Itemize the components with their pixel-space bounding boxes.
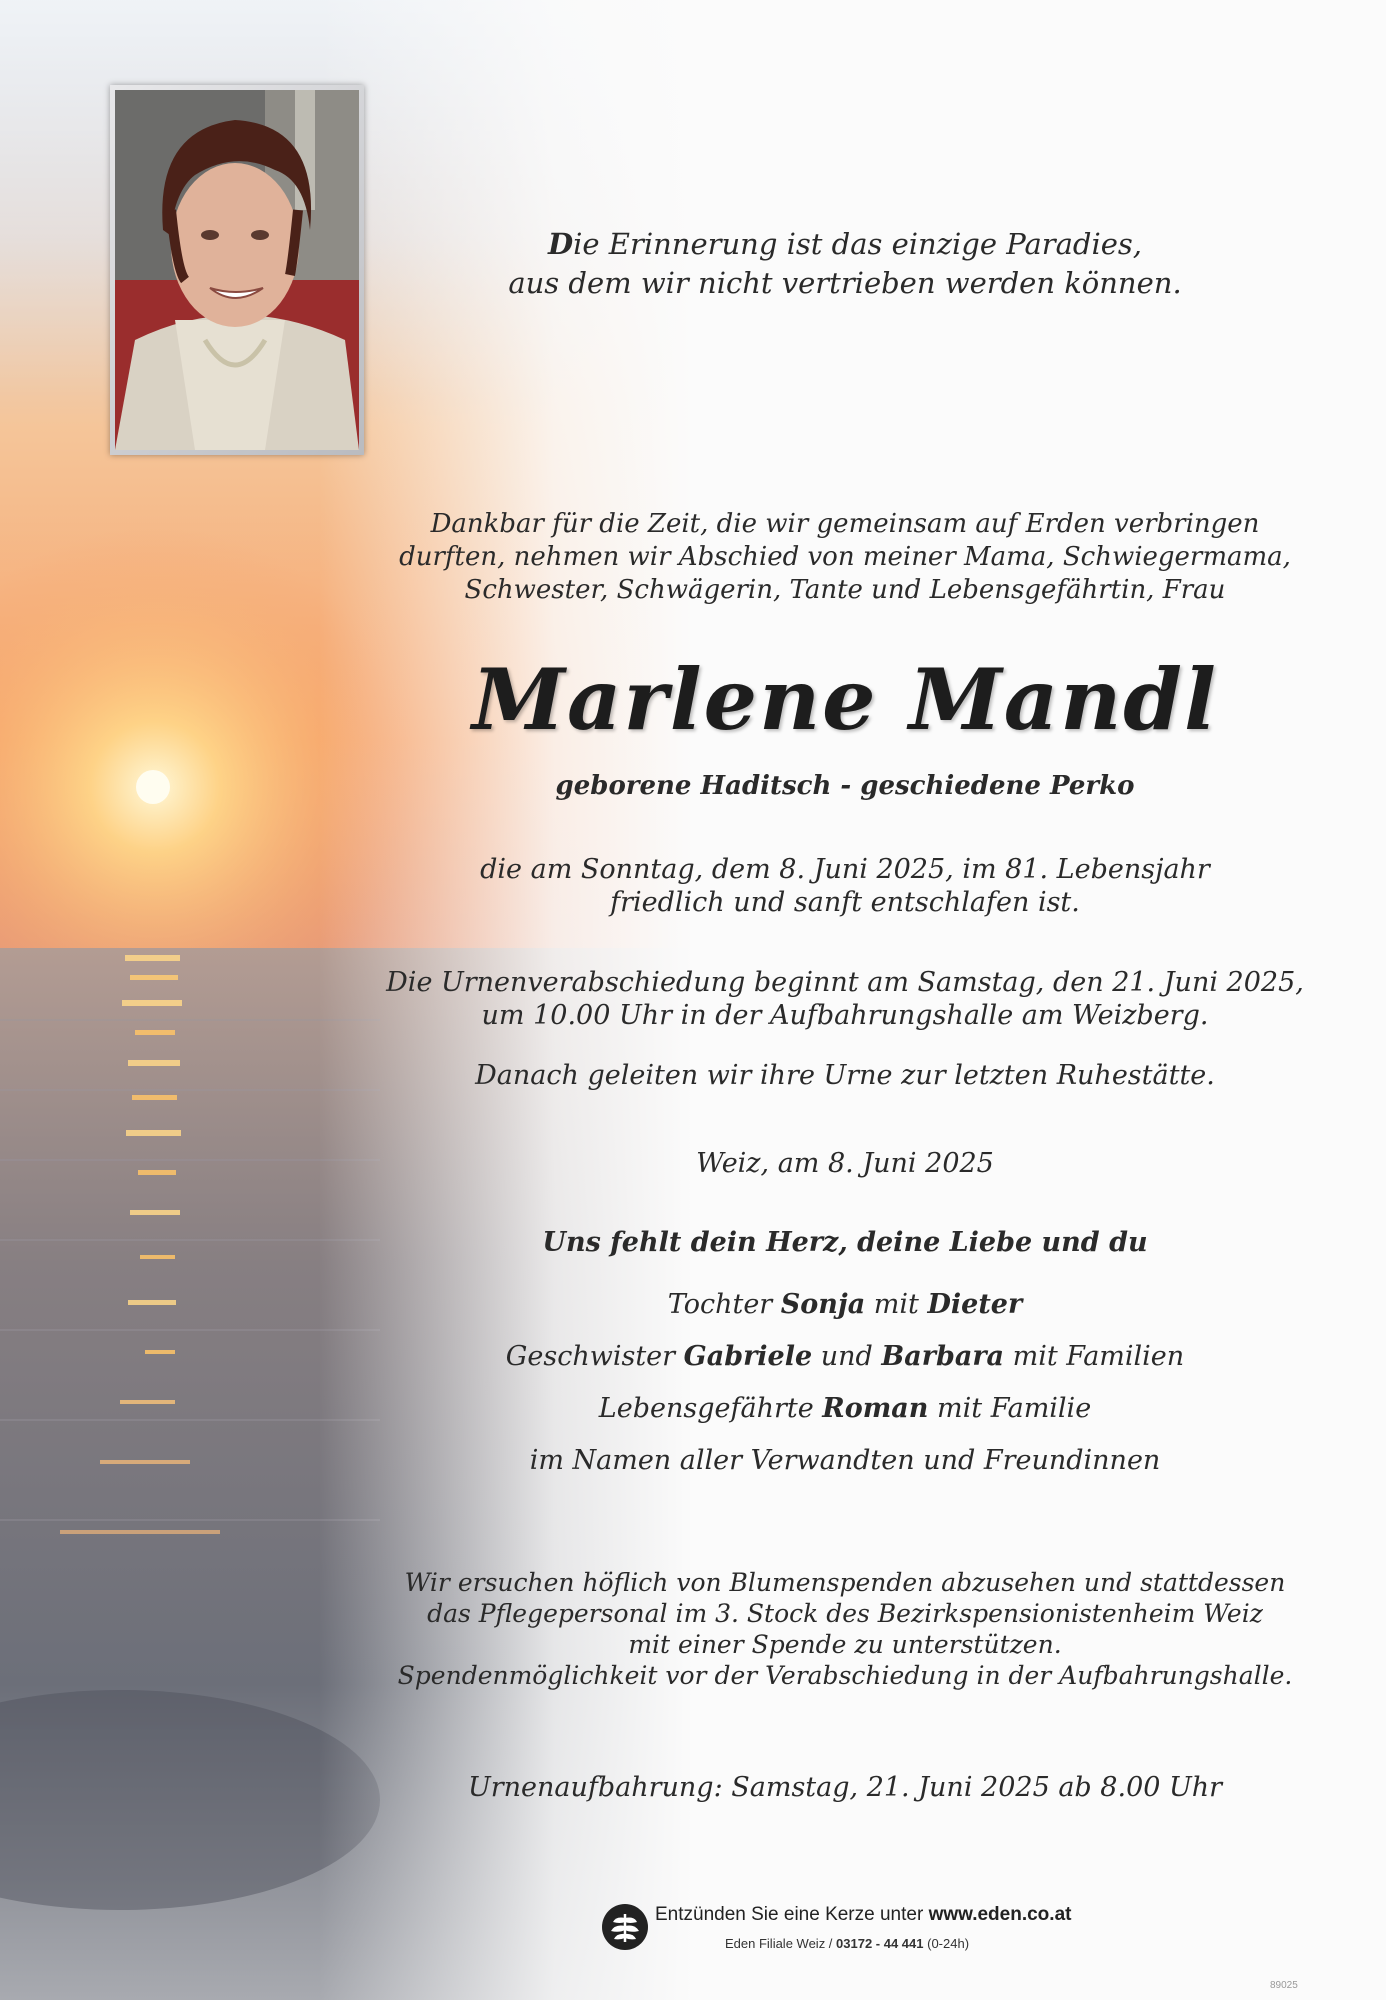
mourner-row-partner — [380, 1383, 1310, 1435]
donation-line-3: mit einer Spende zu unterstützen. — [628, 1630, 1062, 1659]
death-notice — [380, 853, 1310, 919]
burial-note: Danach geleiten wir ihre Urne zur letzten Ruhestätte. — [475, 1060, 1215, 1091]
candle-invitation — [655, 1904, 1071, 1926]
intro-text — [380, 508, 1310, 607]
print-code: 89025 — [1270, 1980, 1298, 1991]
mourner-row-relatives: im Namen aller Verwandten und Freundinnen — [529, 1445, 1161, 1476]
mourner-suffix: mit Familien — [1004, 1341, 1185, 1372]
mourner-relation: Lebensgefährte — [598, 1393, 823, 1424]
candle-text: Entzünden Sie eine Kerze unter — [655, 1904, 929, 1925]
mourner-row-daughter — [380, 1279, 1310, 1331]
quote-line-1: ie Erinnerung ist das einzige Paradies, — [573, 227, 1142, 261]
donation-line-1: Wir ersuchen höflich von Blumenspenden abzusehen und stattdessen — [404, 1568, 1286, 1597]
branch-name: Eden Filiale Weiz / — [725, 1936, 837, 1951]
mourners-heading: Uns fehlt dein Herz, deine Liebe und du — [542, 1227, 1148, 1258]
quote-initial: D — [548, 227, 574, 261]
death-notice-line-2: friedlich und sanft entschlafen ist. — [610, 887, 1080, 918]
quote-line-2: aus dem wir nicht vertrieben werden können. — [508, 266, 1182, 300]
death-notice-line-1: die am Sonntag, dem 8. Juni 2025, im 81. Lebensjahr — [480, 854, 1210, 885]
portrait-photo — [115, 90, 359, 450]
mourner-name: Roman — [822, 1393, 929, 1424]
urn-viewing: Urnenaufbahrung: Samstag, 21. Juni 2025 ab 8.00 Uhr — [467, 1772, 1223, 1803]
mourner-row-siblings — [380, 1331, 1310, 1383]
donation-line-4: Spendenmöglichkeit vor der Verabschiedung in der Aufbahrungshalle. — [397, 1661, 1293, 1690]
mourner-name: Sonja — [780, 1289, 866, 1320]
mourners-list — [380, 1279, 1310, 1487]
website-link[interactable]: www.eden.co.at — [928, 1904, 1072, 1925]
place-date: Weiz, am 8. Juni 2025 — [696, 1148, 994, 1179]
mourner-relation: Tochter — [667, 1289, 781, 1320]
funeral-line-2: um 10.00 Uhr in der Aufbahrungshalle am Weizberg. — [481, 1000, 1209, 1031]
service-hours: (0-24h) — [923, 1936, 970, 1951]
branch-contact — [725, 1936, 969, 1951]
funeral-line-1: Die Urnenverabschiedung beginnt am Samstag, den 21. Juni 2025, — [386, 967, 1304, 998]
mourner-suffix: mit Familie — [928, 1393, 1092, 1424]
intro-line-2: durften, nehmen wir Abschied von meiner Mama, Schwiegermama, — [399, 542, 1291, 572]
mourner-name: Gabriele — [683, 1341, 813, 1372]
memorial-quote — [380, 225, 1310, 303]
funeral-details — [380, 966, 1310, 1032]
mourner-name: Barbara — [881, 1341, 1005, 1372]
mourner-name: Dieter — [927, 1289, 1023, 1320]
intro-line-1: Dankbar für die Zeit, die wir gemeinsam auf Erden verbringen — [430, 509, 1260, 539]
mourner-relation: Geschwister — [505, 1341, 684, 1372]
donation-request — [380, 1567, 1310, 1691]
donation-line-2: das Pflegepersonal im 3. Stock des Bezirkspensionistenheim Weiz — [427, 1599, 1263, 1628]
mourner-connector: und — [812, 1341, 882, 1372]
portrait-photo-frame — [110, 85, 364, 455]
birth-names: geborene Haditsch - geschiedene Perko — [555, 771, 1135, 801]
phone-number[interactable]: 03172 - 44 441 — [836, 1936, 924, 1951]
intro-line-3: Schwester, Schwägerin, Tante und Lebensgefährtin, Frau — [464, 575, 1226, 605]
deceased-name: Marlene Mandl — [472, 650, 1218, 749]
mourner-connector: mit — [865, 1289, 928, 1320]
leaf-emblem-icon — [600, 1902, 650, 1952]
